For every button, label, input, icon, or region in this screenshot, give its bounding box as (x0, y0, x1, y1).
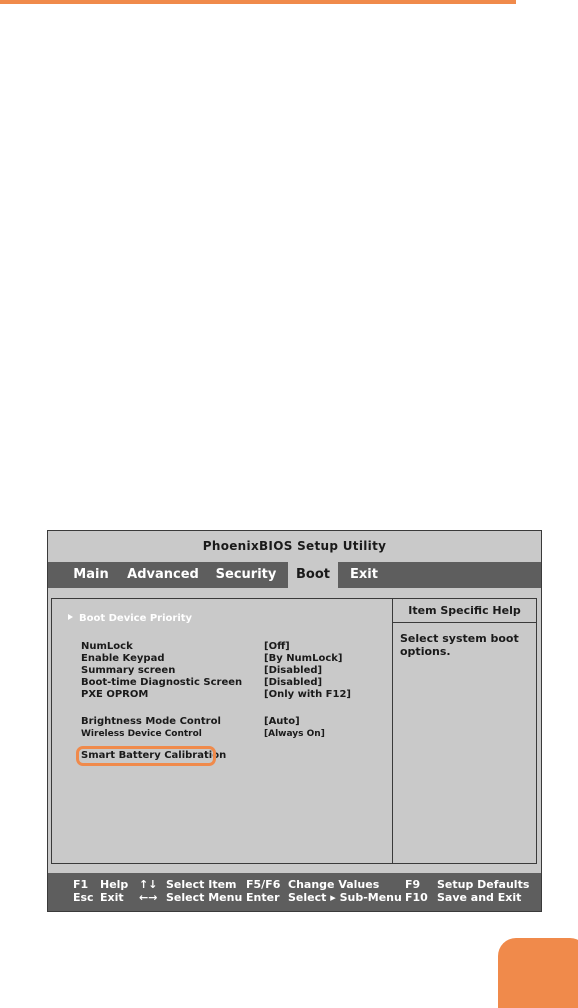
setting-label: Brightness Mode Control (81, 716, 221, 727)
key-f10-desc: Save and Exit (437, 891, 522, 904)
setting-smart-battery-calibration[interactable]: Smart Battery Calibration (81, 750, 227, 761)
menu-tab-security[interactable]: Security (215, 567, 277, 582)
key-legend-bar (48, 873, 541, 911)
setting-numlock[interactable] (81, 641, 381, 653)
key-f1-desc: Help (100, 878, 129, 891)
setting-label: Summary screen (81, 665, 176, 676)
setting-boot-time-diagnostic[interactable] (81, 677, 381, 689)
setting-label: Enable Keypad (81, 653, 165, 664)
key-up-down-arrows-icon: ↑↓ (139, 878, 158, 891)
setting-label: Wireless Device Control (81, 729, 202, 739)
submenu-label: Boot Device Priority (79, 613, 193, 624)
key-enter-desc: Select ▸ Sub-Menu (288, 891, 402, 904)
menu-tab-boot[interactable]: Boot (288, 562, 338, 588)
setting-value: [Auto] (264, 716, 300, 727)
setting-label: PXE OPROM (81, 689, 149, 700)
setting-label: NumLock (81, 641, 133, 652)
setting-value: [Disabled] (264, 665, 323, 676)
key-esc-desc: Exit (100, 891, 124, 904)
setting-brightness-mode[interactable] (81, 716, 381, 728)
setting-wireless-device[interactable] (81, 728, 381, 740)
help-pane (393, 598, 537, 864)
submenu-arrow-icon (68, 614, 73, 620)
key-updown-desc: Select Item (166, 878, 237, 891)
setting-label: Boot-time Diagnostic Screen (81, 677, 243, 688)
top-accent-rule (0, 0, 516, 4)
key-enter: Enter (246, 891, 280, 904)
menu-tab-advanced[interactable]: Advanced (127, 567, 199, 582)
boot-settings-pane (51, 598, 393, 864)
setting-value: [Always On] (264, 729, 325, 739)
key-f5f6-desc: Change Values (288, 878, 380, 891)
setting-value: [By NumLock] (264, 653, 343, 664)
key-f9: F9 (405, 878, 421, 891)
setting-value: [Only with F12] (264, 689, 351, 700)
menu-tab-exit[interactable]: Exit (350, 567, 378, 582)
key-f1: F1 (73, 878, 89, 891)
key-left-right-arrows-icon: ←→ (139, 891, 158, 904)
setting-pxe-oprom[interactable] (81, 689, 381, 701)
menu-tab-main[interactable]: Main (73, 567, 109, 582)
bios-menu-bar (48, 562, 541, 588)
help-header: Item Specific Help (393, 599, 536, 623)
key-f10: F10 (405, 891, 428, 904)
key-esc: Esc (73, 891, 94, 904)
page-corner-tab (498, 938, 578, 1008)
key-leftright-desc: Select Menu (166, 891, 243, 904)
submenu-boot-device-priority[interactable] (68, 613, 192, 624)
key-f9-desc: Setup Defaults (437, 878, 530, 891)
setting-value: [Disabled] (264, 677, 323, 688)
help-text: Select system boot options. (400, 632, 519, 658)
bios-setup-window (47, 530, 542, 912)
bios-title: PhoenixBIOS Setup Utility (202, 539, 387, 553)
setting-summary-screen[interactable] (81, 665, 381, 677)
setting-enable-keypad[interactable] (81, 653, 381, 665)
key-f5f6: F5/F6 (246, 878, 281, 891)
setting-value: [Off] (264, 641, 290, 652)
